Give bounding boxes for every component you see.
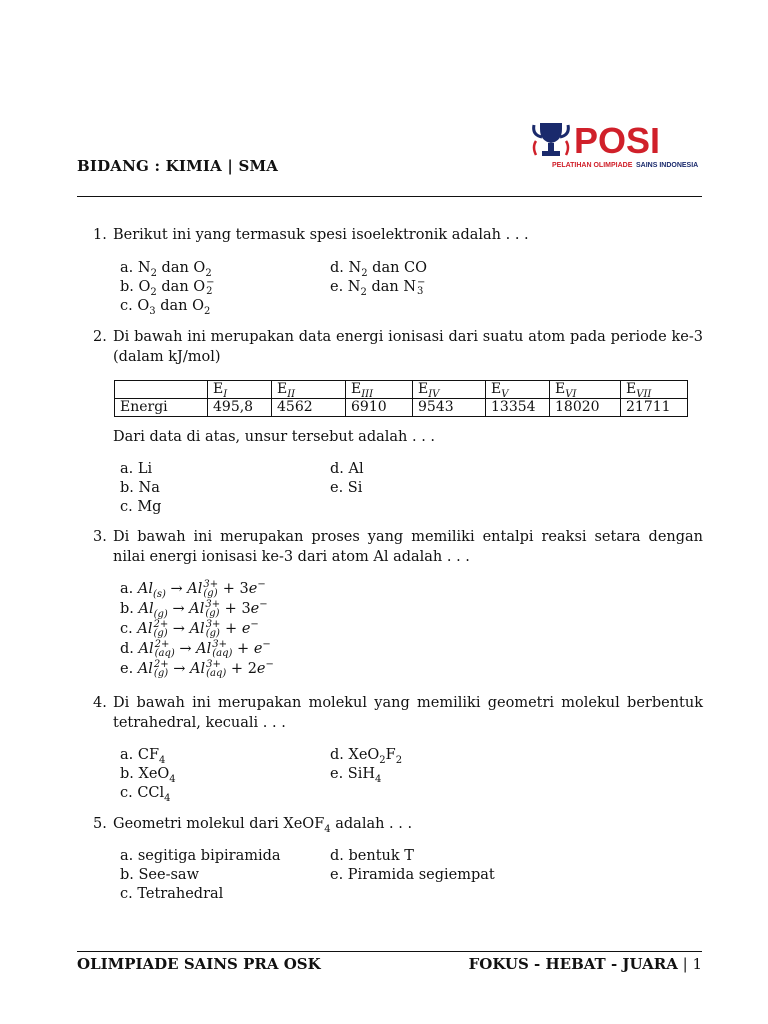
option-e[interactable]: e. SiH$_4$	[330, 766, 382, 785]
option-b[interactable]: b. XeO$_4$	[120, 766, 176, 785]
question-number: 2.	[93, 329, 107, 345]
question-stem: Di bawah ini merupakan data energi ionisasi dari suatu atom pada periode ke-3 (dalam kJ/mol)	[113, 329, 703, 365]
footer-divider	[77, 951, 702, 952]
posi-logo	[530, 115, 702, 173]
table-header-cell: $E_{IV}$	[413, 381, 486, 399]
table-header-cell: $E_{VI}$	[550, 381, 621, 399]
question-number: 1.	[93, 227, 107, 243]
option-c[interactable]: c. Mg	[120, 499, 162, 515]
table-header-cell: $E_I$	[208, 381, 272, 399]
table-row-label: Energi	[115, 399, 208, 417]
logo-tagline-a: PELATIHAN OLIMPIADE	[552, 162, 633, 169]
option-d[interactable]: d. bentuk T	[330, 848, 414, 864]
question-stem: Di bawah ini merupakan proses yang memiliki entalpi reaksi setara dengan nilai energi ionisasi ke-3 dari atom Al adalah . . .	[113, 529, 703, 565]
option-a[interactable]: a. segitiga bipiramida	[120, 848, 281, 864]
option-a[interactable]: a. $CF_4$	[120, 747, 166, 766]
option-c[interactable]: c. Al 2+ (g) → Al 3+ (g) + e−	[120, 619, 259, 639]
option-e[interactable]: e. $N_2$ dan N − 3	[330, 277, 426, 298]
option-b[interactable]: b. $O_2$ dan O − 2	[120, 277, 215, 298]
option-e[interactable]: e. Al 2+ (g) → Al 3+ (aq) + 2e−	[120, 659, 274, 679]
question-number: 4.	[93, 695, 107, 711]
option-d[interactable]: d. Al	[330, 461, 364, 477]
footer-motto: FOKUS - HEBAT - JUARA	[468, 955, 678, 973]
table-cell: 9543	[413, 399, 486, 417]
option-b[interactable]: b. $Al_{(g)} \to Al$ 3+ (g) + 3e−	[120, 599, 268, 620]
question-2	[93, 328, 703, 367]
logo-wordmark: POSI	[574, 120, 661, 161]
question-stem: Berikut ini yang termasuk spesi isoelektronik adalah . . .	[113, 227, 529, 243]
table-header-cell: $E_{VII}$	[621, 381, 688, 399]
logo-tagline-b: SAINS INDONESIA	[636, 162, 699, 169]
subject-title: BIDANG : KIMIA | SMA	[77, 157, 279, 175]
option-b[interactable]: b. See-saw	[120, 867, 199, 883]
option-a[interactable]: a. $N_2$ dan $O_2$	[120, 260, 212, 279]
option-e[interactable]: e. Piramida segiempat	[330, 867, 495, 883]
footer-left: OLIMPIADE SAINS PRA OSK	[77, 955, 321, 973]
option-e[interactable]: e. Si	[330, 480, 363, 496]
q2-followup	[93, 428, 703, 448]
table-cell: 18020	[550, 399, 621, 417]
option-c[interactable]: c. Tetrahedral	[120, 886, 224, 902]
table-cell: 6910	[346, 399, 413, 417]
option-a[interactable]: a. $Al_{(s)} \to Al$ 3+ (g) + 3e−	[120, 579, 266, 600]
footer-right: FOKUS - HEBAT - JUARA | 1	[468, 955, 702, 973]
option-d[interactable]: d. Al 2+ (aq) → Al 3+ (aq) + e−	[120, 639, 271, 659]
table-cell: 21711	[621, 399, 688, 417]
page-number: 1	[692, 955, 702, 973]
table-header-cell: $E_V$	[486, 381, 550, 399]
option-c[interactable]: c. $O_3$ dan $O_2$	[120, 298, 211, 317]
question-stem: Geometri molekul dari XeOF$_4$ adalah . . .	[113, 816, 413, 835]
option-c[interactable]: c. CCl$_4$	[120, 785, 171, 804]
table-row	[115, 399, 688, 417]
table-corner-cell	[115, 381, 208, 399]
question-5	[93, 815, 703, 835]
option-b[interactable]: b. Na	[120, 480, 160, 496]
question-number: 5.	[93, 816, 107, 832]
option-d[interactable]: d. $N_2$ dan CO	[330, 260, 428, 279]
question-number: 3.	[93, 529, 107, 545]
question-1	[93, 226, 703, 246]
question-4	[93, 694, 703, 733]
table-cell: 495,8	[208, 399, 272, 417]
question-3	[93, 528, 703, 567]
table-cell: 13354	[486, 399, 550, 417]
question-stem: Di bawah ini merupakan molekul yang memiliki geometri molekul berbentuk tetrahedral, kecuali . . .	[113, 695, 703, 731]
question-followup: Dari data di atas, unsur tersebut adalah . . .	[113, 429, 436, 445]
header-divider	[77, 196, 702, 197]
ionization-energy-table	[114, 380, 688, 417]
option-d[interactable]: d. $XeO_2F_2$	[330, 747, 403, 766]
table-cell: 4562	[272, 399, 346, 417]
table-header-cell: $E_{III}$	[346, 381, 413, 399]
table-header-cell: $E_{II}$	[272, 381, 346, 399]
table-header-row	[115, 381, 688, 399]
option-a[interactable]: a. Li	[120, 461, 153, 477]
